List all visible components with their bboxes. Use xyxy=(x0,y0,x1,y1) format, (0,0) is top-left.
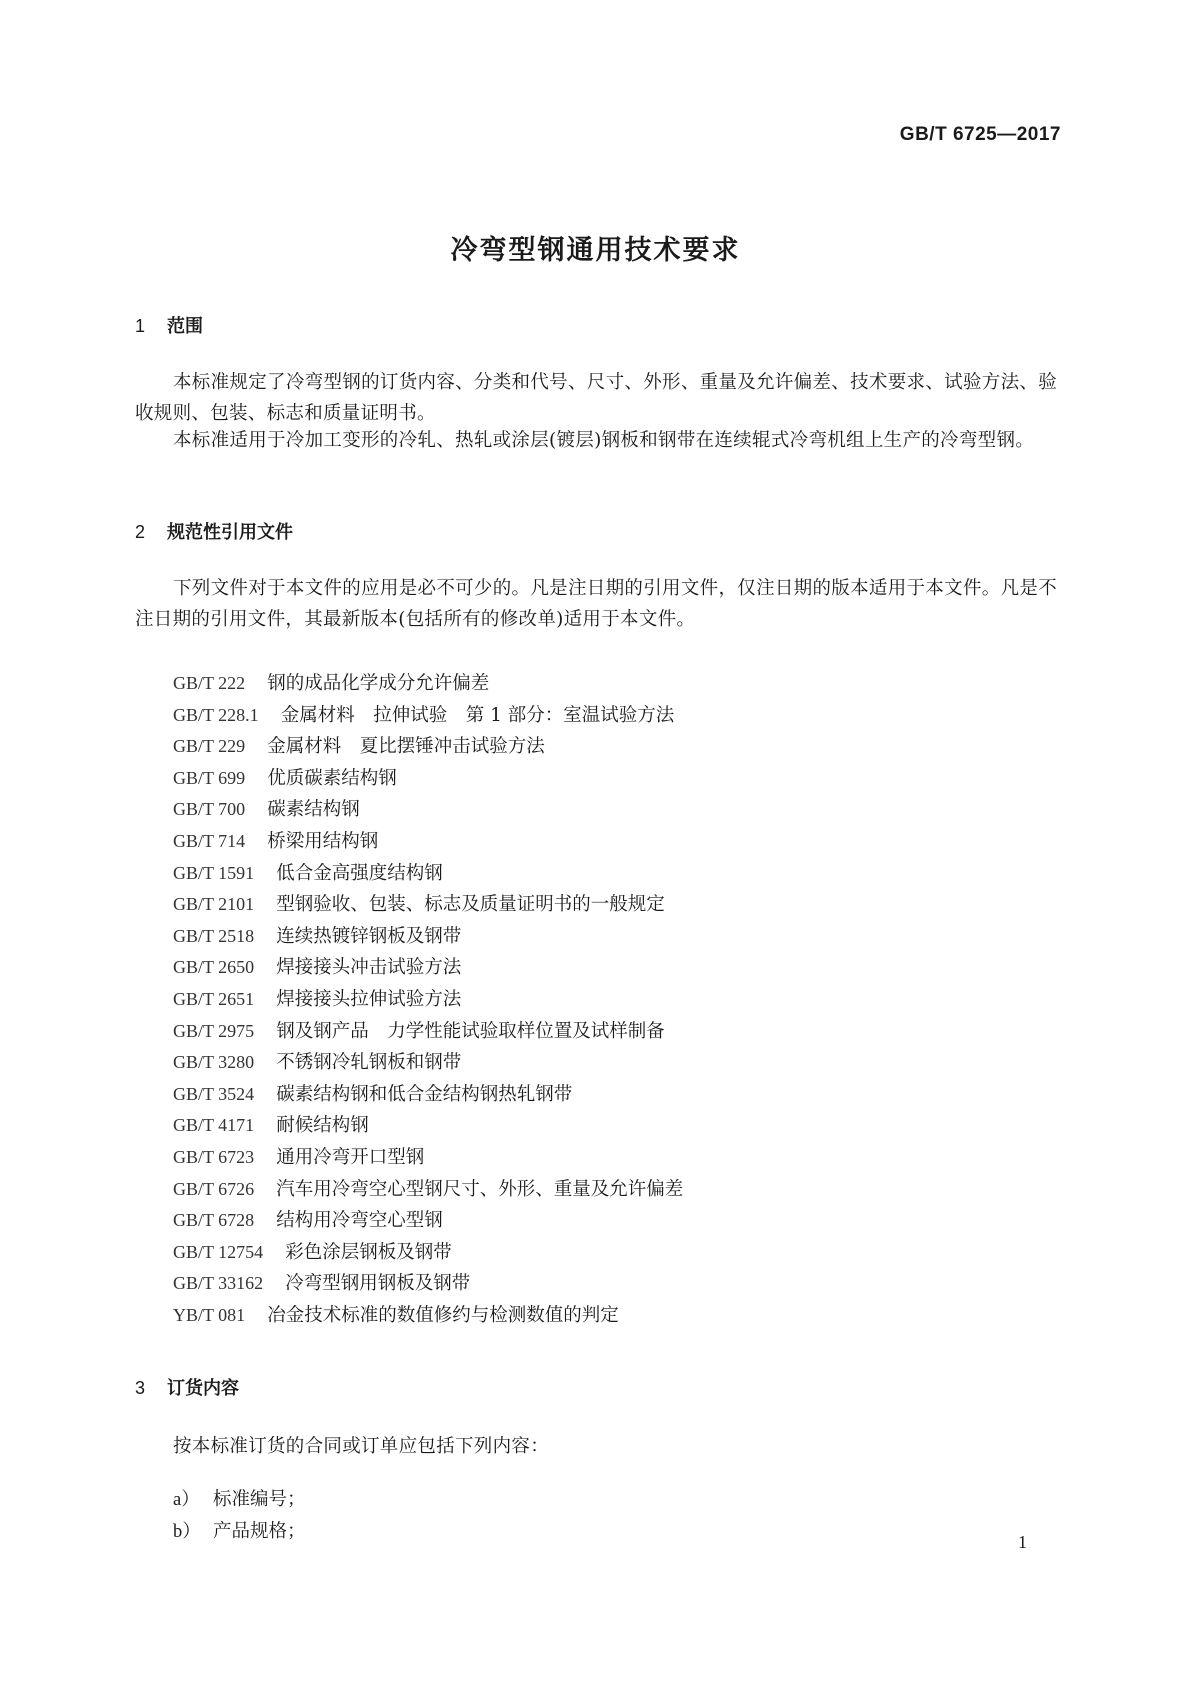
scope-paragraph-1: 本标准规定了冷弯型钢的订货内容、分类和代号、尺寸、外形、重量及允许偏差、技术要求、试验方法、验收规则、包装、标志和质量证明书。 xyxy=(135,372,1057,424)
list-item xyxy=(173,1516,306,1548)
reference-title: 金属材料 拉伸试验 第 1 部分：室温试验方法 xyxy=(280,704,675,726)
list-item xyxy=(173,794,683,826)
reference-code: GB/T 714 xyxy=(173,830,246,851)
section-number: 1 xyxy=(135,316,146,336)
item-marker: a） xyxy=(173,1490,200,1510)
list-item xyxy=(173,731,683,763)
section-title: 订货内容 xyxy=(167,1378,239,1399)
reference-title: 低合金高强度结构钢 xyxy=(276,862,443,884)
reference-code: GB/T 2975 xyxy=(173,1020,255,1041)
reference-code: GB/T 2518 xyxy=(173,925,255,946)
ordering-items-list xyxy=(173,1484,306,1548)
reference-code: GB/T 229 xyxy=(173,736,246,757)
reference-code: GB/T 228.1 xyxy=(173,704,259,725)
list-item xyxy=(173,858,683,890)
section-2-heading xyxy=(135,518,293,544)
reference-title: 冶金技术标准的数值修约与检测数值的判定 xyxy=(267,1304,619,1326)
reference-title: 钢及钢产品 力学性能试验取样位置及试样制备 xyxy=(276,1020,665,1042)
section-3-heading xyxy=(135,1374,239,1400)
normative-references-list xyxy=(173,668,683,1331)
reference-title: 优质碳素结构钢 xyxy=(267,767,397,789)
section-number: 2 xyxy=(135,522,146,542)
reference-title: 彩色涂层钢板及钢带 xyxy=(285,1241,452,1263)
reference-code: GB/T 2650 xyxy=(173,957,255,978)
list-item xyxy=(173,952,683,984)
list-item xyxy=(173,763,683,795)
reference-title: 不锈钢冷轧钢板和钢带 xyxy=(276,1052,462,1074)
reference-code: GB/T 6726 xyxy=(173,1178,255,1199)
reference-title: 焊接接头拉伸试验方法 xyxy=(276,988,462,1010)
item-marker: b） xyxy=(173,1522,201,1542)
standard-code: GB/T 6725—2017 xyxy=(899,124,1061,145)
list-item xyxy=(173,1237,683,1269)
reference-title: 碳素结构钢和低合金结构钢热轧钢带 xyxy=(276,1083,573,1105)
section-1-heading xyxy=(135,312,203,338)
reference-code: GB/T 4171 xyxy=(173,1115,255,1136)
list-item xyxy=(173,826,683,858)
reference-code: GB/T 3280 xyxy=(173,1052,255,1073)
list-item xyxy=(173,1174,683,1206)
reference-code: GB/T 699 xyxy=(173,767,246,788)
list-item xyxy=(173,889,683,921)
list-item xyxy=(173,700,683,732)
scope-paragraph-2: 本标准适用于冷加工变形的冷轧、热轧或涂层(镀层)钢板和钢带在连续辊式冷弯机组上生产的冷弯型钢。 xyxy=(173,430,1035,451)
reference-code: GB/T 222 xyxy=(173,673,246,693)
reference-title: 焊接接头冲击试验方法 xyxy=(276,957,462,979)
list-item xyxy=(173,668,683,700)
reference-title: 连续热镀锌钢板及钢带 xyxy=(276,925,462,947)
page-number: 1 xyxy=(1018,1532,1027,1552)
list-item xyxy=(173,921,683,953)
document-title: 冷弯型钢通用技术要求 xyxy=(450,235,741,266)
section-title: 范围 xyxy=(167,316,203,337)
references-intro: 下列文件对于本文件的应用是必不可少的。凡是注日期的引用文件，仅注日期的版本适用于本文件。凡是不注日期的引用文件，其最新版本(包括所有的修改单)适用于本文件。 xyxy=(135,578,1057,630)
section-title: 规范性引用文件 xyxy=(167,522,293,543)
reference-code: GB/T 6728 xyxy=(173,1210,255,1231)
reference-title: 通用冷弯开口型钢 xyxy=(276,1146,425,1168)
list-item xyxy=(173,1268,683,1300)
reference-title: 型钢验收、包装、标志及质量证明书的一般规定 xyxy=(276,894,665,916)
reference-code: GB/T 700 xyxy=(173,799,246,820)
list-item xyxy=(173,1016,683,1048)
reference-title: 结构用冷弯空心型钢 xyxy=(276,1210,443,1232)
reference-code: GB/T 12754 xyxy=(173,1241,264,1262)
section-number: 3 xyxy=(135,1378,146,1398)
reference-code: GB/T 1591 xyxy=(173,862,255,883)
ordering-intro: 按本标准订货的合同或订单应包括下列内容： xyxy=(173,1436,550,1457)
reference-code: GB/T 2101 xyxy=(173,894,255,915)
list-item xyxy=(173,1300,683,1332)
reference-code: GB/T 33162 xyxy=(173,1273,264,1294)
reference-title: 汽车用冷弯空心型钢尺寸、外形、重量及允许偏差 xyxy=(276,1178,684,1200)
reference-code: GB/T 3524 xyxy=(173,1083,255,1104)
item-text: 标准编号； xyxy=(213,1489,306,1510)
reference-title: 冷弯型钢用钢板及钢带 xyxy=(285,1273,471,1295)
list-item xyxy=(173,1142,683,1174)
list-item xyxy=(173,1205,683,1237)
list-item xyxy=(173,1047,683,1079)
reference-code: GB/T 6723 xyxy=(173,1146,255,1167)
reference-title: 耐候结构钢 xyxy=(276,1115,369,1137)
list-item xyxy=(173,1110,683,1142)
reference-title: 金属材料 夏比摆锤冲击试验方法 xyxy=(267,736,545,758)
reference-code: YB/T 081 xyxy=(173,1304,246,1325)
list-item xyxy=(173,984,683,1016)
reference-code: GB/T 2651 xyxy=(173,988,255,1009)
item-text: 产品规格； xyxy=(213,1521,306,1542)
reference-title: 钢的成品化学成分允许偏差 xyxy=(267,673,490,694)
reference-title: 桥梁用结构钢 xyxy=(267,830,379,852)
list-item xyxy=(173,1484,306,1516)
reference-title: 碳素结构钢 xyxy=(267,799,360,821)
list-item xyxy=(173,1079,683,1111)
